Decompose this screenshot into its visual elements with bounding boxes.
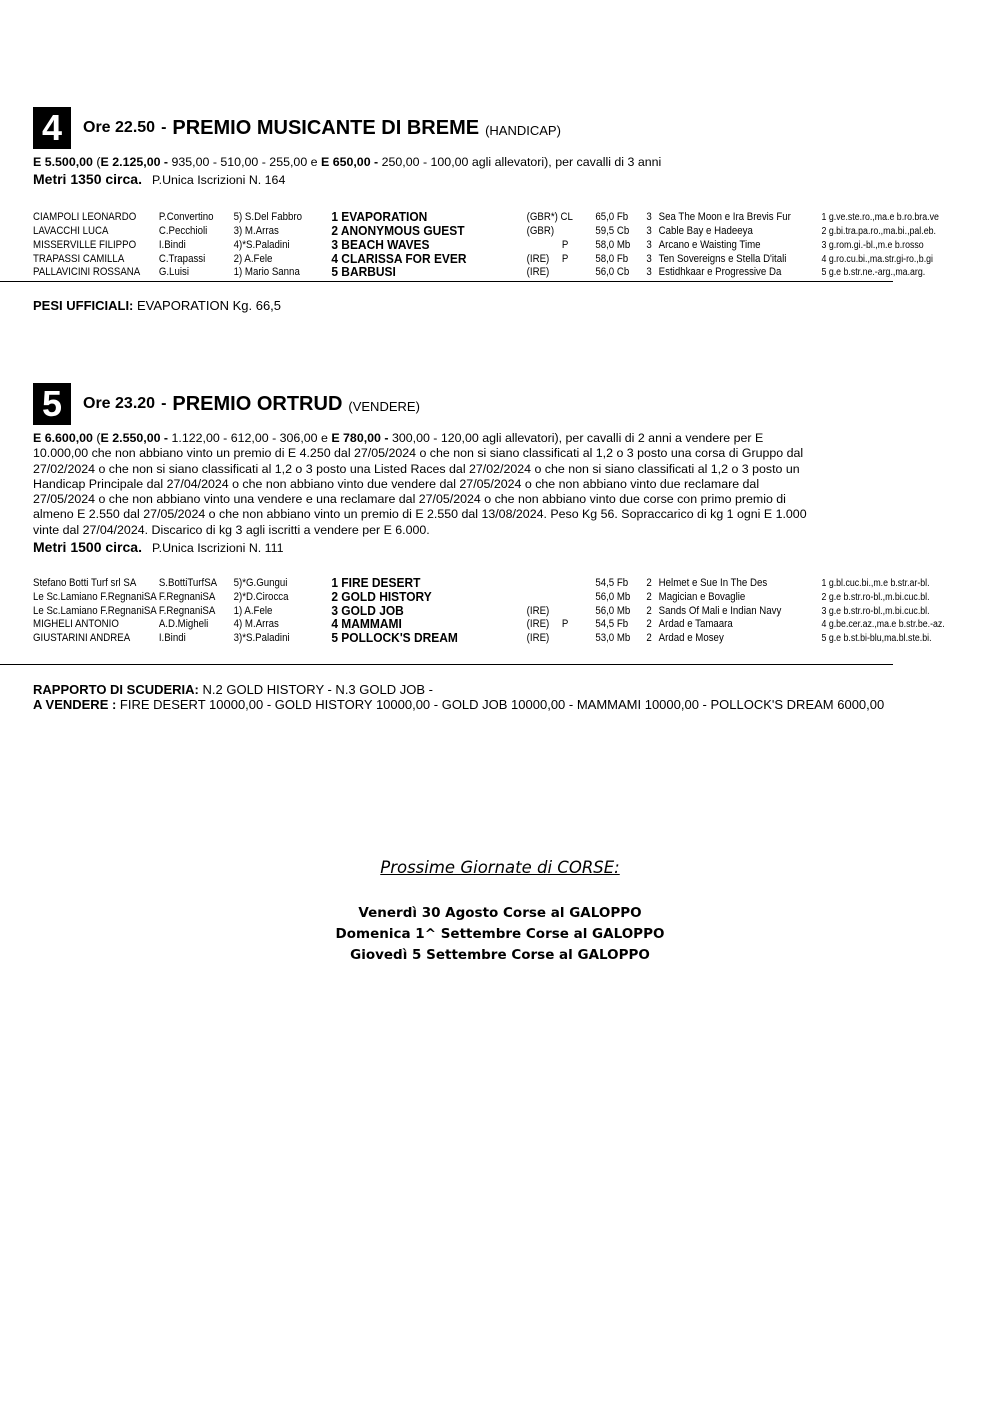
runners-table	[33, 211, 963, 280]
table-divider	[0, 664, 893, 665]
race-4	[33, 107, 963, 280]
race-number: 5	[33, 383, 71, 425]
for-sale-prices: A VENDERE : FIRE DESERT 10000,00 - GOLD HISTORY 10000,00 - GOLD JOB 10000,00 - MAMMAMI 10000,00 - POLLOCK'S DREAM 6000,00	[33, 697, 885, 712]
race-conditions: E 6.600,00 (E 2.550,00 - 1.122,00 - 612,00 - 306,00 e E 780,00 - 300,00 - 120,00 agli allevatori), per cavalli di 2 anni a vendere per E 10.000,00 che non abbiano vinto un premio di E 4.250 dal 27/05/2024 o che non si siano classificati al 1,2 o 3 posto una corsa di Gruppo dal 27/02/2024 o che non si siano classificati al 1,2 o 3 posto una Listed Races dal 27/02/2024 o che non si siano classificati al 1,2 o 3 posto un Handicap Principale dal 27/04/2024 o che non abbiano vinto due vendere dal 27/05/2024 o che non abbiano vinto due reclamare dal 27/05/2024 o che non abbiano vinto una vendere e una reclamare dal 27/05/2024 o che non abbiano vinto due corse con primo premio di almeno E 2.550 dal 27/05/2024 o che non abbiano vinto un premio di E 2.550 dal 13/08/2024. Peso Kg 56. Sopraccarico di kg 1 ogni E 1.000 vinte dal 27/04/2024. Discarico di kg 3 agli iscritti a vendere per E 6.000.	[33, 431, 807, 537]
table-row: PALLAVICINI ROSSANA G.Luisi 1) Mario Sanna 5 BARBUSI (IRE) 56,0 Cb 3 Estidhkaar e Progressive Da 5 g.e b.str.ne.-arg.,ma.arg.	[33, 265, 926, 280]
separator: -	[161, 395, 167, 412]
race-conditions: E 5.500,00 (E 2.125,00 - 935,00 - 510,00 - 255,00 e E 650,00 - 250,00 - 100,00 agli allevatori), per cavalli di 3 anni	[33, 155, 662, 169]
race-title: PREMIO MUSICANTE DI BREME	[172, 116, 480, 139]
race-type: (HANDICAP)	[485, 122, 561, 138]
runners-table	[33, 577, 963, 646]
table-row: MIGHELI ANTONIO A.D.Migheli 4) M.Arras 4 MAMMAMI (IRE) P 54,5 Fb 2 Ardad e Tamaara 4 g.be.cer.az.,ma.e b.str.be.-az.	[33, 617, 945, 632]
upcoming-date: Venerdì 30 Agosto Corse al GALOPPO	[358, 905, 642, 921]
table-row: Stefano Botti Turf srl SA S.BottiTurfSA 5)*G.Gungui 1 FIRE DESERT 54,5 Fb 2 Helmet e Sue In The Des 1 g.bl.cuc.bi.,m.e b.str.ar-bl.	[33, 576, 930, 591]
upcoming-title: Prossime Giornate di CORSE:	[380, 858, 620, 877]
stable-report: RAPPORTO DI SCUDERIA: N.2 GOLD HISTORY - N.3 GOLD JOB -	[33, 682, 433, 697]
race-title: PREMIO ORTRUD	[172, 392, 343, 415]
table-row: LAVACCHI LUCA C.Pecchioli 3) M.Arras 2 ANONYMOUS GUEST (GBR) 59,5 Cb 3 Cable Bay e Hadeeya 2 g.bi.tra.pa.ro.,ma.bi.,pal.eb.	[33, 224, 936, 239]
table-row: CIAMPOLI LEONARDO P.Convertino 5) S.Del Fabbro 1 EVAPORATION (GBR*) CL 65,0 Fb 3 Sea The Moon e Ira Brevis Fur 1 g.ve.ste.ro.,ma.e b.ro.bra.ve	[33, 210, 939, 225]
table-row: Le Sc.Lamiano F.RegnaniSA F.RegnaniSA 1) A.Fele 3 GOLD JOB (IRE) 56,0 Mb 2 Sands Of Mali e Indian Navy 3 g.e b.str.ro-bl.,m.bi.cuc.bl.	[33, 603, 930, 618]
upcoming-races	[0, 858, 1000, 966]
table-row: GIUSTARINI ANDREA I.Bindi 3)*S.Paladini 5 POLLOCK'S DREAM (IRE) 53,0 Mb 2 Ardad e Mosey 5 g.e b.st.bi-blu,ma.bl.ste.bi.	[33, 631, 932, 646]
race-5	[33, 383, 963, 646]
race-header	[33, 107, 963, 149]
race-header	[33, 383, 963, 425]
table-divider	[0, 281, 893, 282]
table-row: Le Sc.Lamiano F.RegnaniSA F.RegnaniSA 2)*D.Cirocca 2 GOLD HISTORY 56,0 Mb 2 Magician e Bovaglie 2 g.e b.str.ro-bl.,m.bi.cuc.bl.	[33, 589, 930, 604]
official-weights: PESI UFFICIALI: EVAPORATION Kg. 66,5	[33, 298, 282, 313]
race-time: Ore 22.50	[83, 119, 156, 136]
table-row: TRAPASSI CAMILLA C.Trapassi 2) A.Fele 4 CLARISSA FOR EVER (IRE) P 58,0 Fb 3 Ten Sovereigns e Stella D'itali 4 g.ro.cu.bi.,ma.str.gi-ro.,b.gi	[33, 251, 933, 266]
separator: -	[161, 119, 167, 136]
race-distance: Metri 1500 circa. P.Unica Iscrizioni N. 111	[33, 539, 284, 556]
race-time: Ore 23.20	[83, 395, 156, 412]
race-type: (VENDERE)	[348, 398, 420, 414]
table-row: MISSERVILLE FILIPPO I.Bindi 4)*S.Paladini 3 BEACH WAVES P 58,0 Mb 3 Arcano e Waisting Time 3 g.rom.gi.-bl.,m.e b.rosso	[33, 237, 924, 252]
upcoming-date: Domenica 1^ Settembre Corse al GALOPPO	[335, 926, 665, 942]
upcoming-date: Giovedì 5 Settembre Corse al GALOPPO	[350, 947, 650, 963]
race-number: 4	[33, 107, 71, 149]
race-distance: Metri 1350 circa. P.Unica Iscrizioni N. 164	[33, 171, 286, 188]
